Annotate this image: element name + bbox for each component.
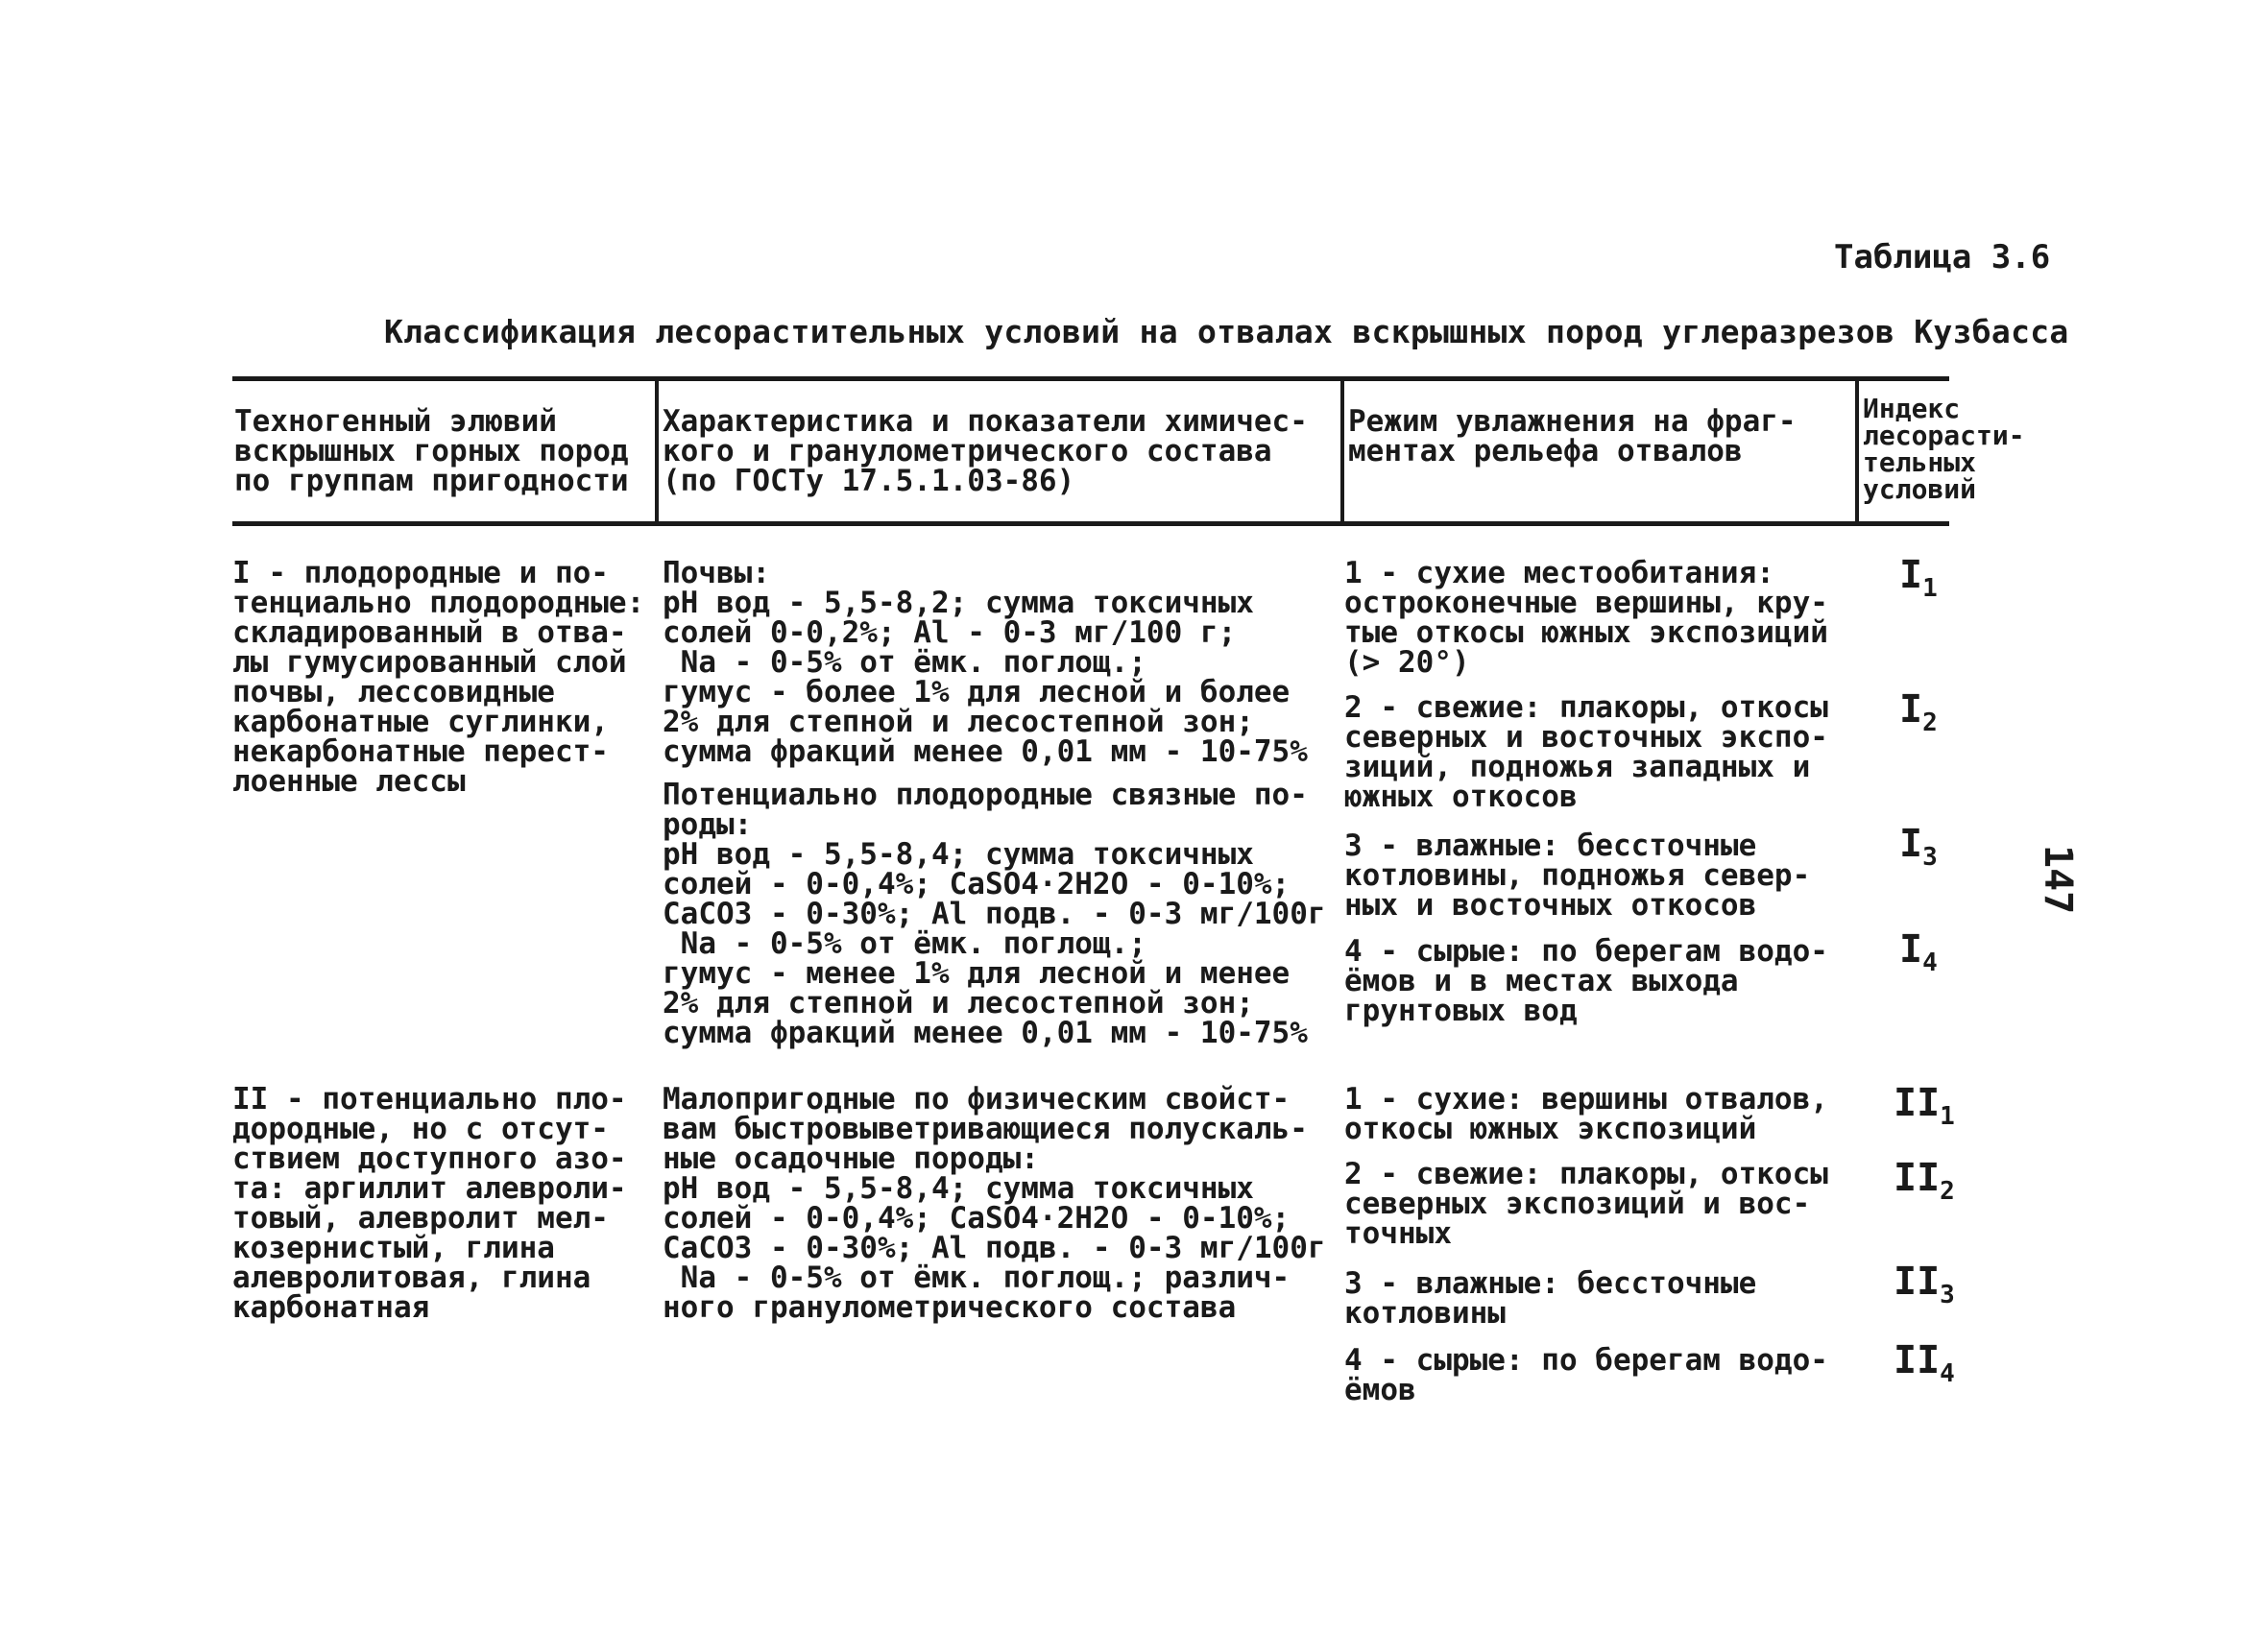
regime-1-1: 1 - сухие местообитания: остроконечные вершины, кру- тые откосы южных экспозиций (> 20°) bbox=[1344, 556, 1828, 680]
group-1-description: I - плодородные и по- тенциально плодородные: складированный в отва- лы гумусированный слой почвы, лессовидные карбонатные суглинки, некарбонатные перест- лоенные лессы bbox=[232, 556, 645, 799]
index-subscript: 1 bbox=[1922, 574, 1938, 603]
index-subscript: 2 bbox=[1922, 708, 1938, 737]
regime-2-2: 2 - свежие: плакоры, откосы северных экспозиций и вос- точных bbox=[1344, 1157, 1828, 1251]
column-header-moisture-regime: Режим увлажнения на фраг- ментах рельефа отвалов bbox=[1348, 404, 1797, 468]
regime-1-2: 2 - свежие: плакоры, откосы северных и восточных экспо- зиций, подножья западных и южных откосов bbox=[1344, 690, 1828, 814]
column-header-characteristics: Характеристика и показатели химичес- кого и гранулометрического состава (по ГОСТу 17.5.1.03-86) bbox=[663, 404, 1308, 498]
index-1-4 bbox=[1899, 927, 1938, 977]
index-1-3 bbox=[1899, 822, 1938, 872]
table-number-label: Таблица 3.6 bbox=[1834, 238, 2051, 276]
index-2-2 bbox=[1894, 1156, 1955, 1206]
table-title: Классификация лесорастительных условий на отвалах вскрышных пород углеразрезов Кузбасса bbox=[384, 313, 2069, 350]
index-letter: I bbox=[1899, 822, 1923, 866]
index-subscript: 3 bbox=[1940, 1281, 1955, 1309]
index-letter: II bbox=[1894, 1260, 1941, 1304]
index-letter: I bbox=[1899, 927, 1923, 972]
index-letter: II bbox=[1894, 1338, 1941, 1382]
index-letter: I bbox=[1899, 687, 1923, 732]
group-2-characteristics: Малопригодные по физическим свойст- вам быстровыветривающиеся полускаль- ные осадочные породы: pH вод - 5,5-8,4; сумма токсичных солей - 0-0,4%; CaSO4·2H2O - 0-10%; CaCO3 - 0-30%; Al подв. - 0-3 мг/100г Na - 0-5% от ёмк. поглощ.; различ- ного гранулометрического состава bbox=[663, 1082, 1326, 1325]
regime-1-3: 3 - влажные: бессточные котловины, подножья север- ных и восточных откосов bbox=[1344, 829, 1811, 923]
index-letter: II bbox=[1894, 1156, 1941, 1200]
index-subscript: 4 bbox=[1922, 949, 1938, 977]
index-1-1 bbox=[1899, 553, 1938, 603]
index-subscript: 4 bbox=[1940, 1359, 1955, 1388]
group-1-characteristics bbox=[663, 556, 1326, 1050]
header-bottom-rule bbox=[232, 521, 1949, 526]
column-divider-3 bbox=[1855, 380, 1859, 522]
column-divider-2 bbox=[1340, 380, 1344, 522]
page-number: 147 bbox=[2036, 845, 2080, 915]
index-2-1 bbox=[1894, 1081, 1955, 1131]
index-subscript: 2 bbox=[1940, 1177, 1955, 1206]
regime-2-3: 3 - влажные: бессточные котловины bbox=[1344, 1266, 1757, 1331]
index-subscript: 1 bbox=[1940, 1102, 1955, 1131]
index-1-2 bbox=[1899, 687, 1938, 737]
regime-1-4: 4 - сырые: по берегам водо- ёмов и в местах выхода грунтовых вод bbox=[1344, 934, 1828, 1028]
index-subscript: 3 bbox=[1922, 843, 1938, 872]
soils-characteristics: Почвы: pH вод - 5,5-8,2; сумма токсичных солей 0-0,2%; Al - 0-3 мг/100 г; Na - 0-5% от ёмк. поглощ.; гумус - более 1% для лесной и более 2% для степной и лесостепной зон; сумма фракций менее 0,01 мм - 10-75% bbox=[663, 556, 1308, 769]
index-2-3 bbox=[1894, 1260, 1955, 1309]
column-header-overburden: Техногенный элювий вскрышных горных пород по группам пригодности bbox=[234, 404, 629, 498]
index-letter: I bbox=[1899, 553, 1923, 597]
group-2-description: II - потенциально пло- дородные, но с отсут- ствием доступного азо- та: аргиллит алевроли- товый, алевролит мел- козернистый, глина алевролитовая, глина карбонатная bbox=[232, 1082, 627, 1325]
column-header-index: Индекс лесорасти- тельных условий bbox=[1863, 393, 2025, 505]
index-letter: II bbox=[1894, 1081, 1941, 1125]
regime-2-1: 1 - сухие: вершины отвалов, откосы южных экспозиций bbox=[1344, 1082, 1828, 1146]
header-top-rule bbox=[232, 376, 1949, 381]
column-divider-1 bbox=[655, 380, 659, 522]
index-2-4 bbox=[1894, 1338, 1955, 1388]
potential-fertile-characteristics: Потенциально плодородные связные по- роды: pH вод - 5,5-8,4; сумма токсичных солей - 0-0,4%; CaSO4·2H2O - 0-10%; CaCO3 - 0-30%; Al подв. - 0-3 мг/100г Na - 0-5% от ёмк. поглощ.; гумус - менее 1% для лесной и менее 2% для степной и лесостепной зон; сумма фракций менее 0,01 мм - 10-75% bbox=[663, 778, 1326, 1050]
regime-2-4: 4 - сырые: по берегам водо- ёмов bbox=[1344, 1343, 1828, 1407]
